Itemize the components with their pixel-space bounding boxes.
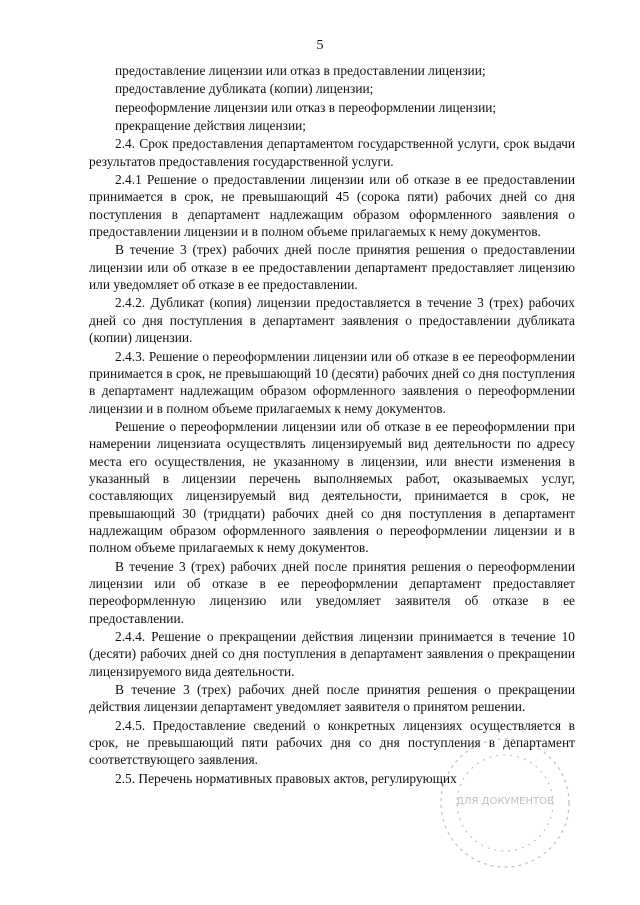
paragraph: 2.4.4. Решение о прекращении действия лицензии принимается в течение 10 (десяти) рабочих дней со дня поступления в департамент заявления о прекращении лицензируемого вида деятельности.: [89, 629, 575, 679]
document-body: [89, 62, 575, 787]
paragraph: Решение о переоформлении лицензии или об отказе в ее переоформлении при намерении лицензиата осуществлять лицензируемый вид деятельности по адресу места его осуществления, не указанному в лицензии, или внести изменения в указанный в лицензии перечень выполняемых работ, оказываемых услуг, составляющих лицензируемый вид деятельности, принимается в срок, не превышающий 30 (тридцати) рабочих дней со дня поступления в департамент надлежащим образом оформленного заявления о переоформлении лицензии и в полном объеме прилагаемых к нему документов.: [89, 418, 575, 556]
paragraph: переоформление лицензии или отказ в переоформлении лицензии;: [115, 99, 497, 115]
paragraph: В течение 3 (трех) рабочих дней после принятия решения о предоставлении лицензии или об отказе в ее предоставлении департамент предоставляет лицензию или уведомляет об отказе в ее предоставлении.: [89, 242, 575, 293]
stamp-text: ДЛЯ ДОКУМЕНТОВ: [456, 796, 554, 807]
paragraph: 2.5. Перечень нормативных правовых актов, регулирующих: [115, 770, 457, 786]
paragraph: В течение 3 (трех) рабочих дней после принятия решения о переоформлении лицензии или об отказе в ее переоформлении департамент предоставляет переоформленную лицензию или уведомляет заявителя об отказе в ее предоставлении.: [89, 558, 575, 626]
page-number: 5: [316, 38, 324, 53]
paragraph: предоставление лицензии или отказ в предоставлении лицензии;: [115, 63, 486, 78]
paragraph: В течение 3 (трех) рабочих дней после принятия решения о прекращении действия лицензии департамент уведомляет заявителя о принятом решении.: [89, 682, 575, 715]
paragraph: 2.4.2. Дубликат (копия) лицензии предоставляется в течение 3 (трех) рабочих дней со дня поступления в департамент заявления о предоставлении дубликата (копии) лицензии.: [89, 295, 575, 346]
paragraph: 2.4.1 Решение о предоставлении лицензии или об отказе в ее предоставлении принимается в срок, не превышающий 45 (сорока пяти) рабочих дней со дня поступления в департамент надлежащим образом оформленного заявления о предоставлении лицензии и в полном объеме прилагаемых к нему документов.: [89, 172, 575, 240]
paragraph: предоставление дубликата (копии) лицензии;: [115, 81, 374, 97]
paragraph: 2.4.5. Предоставление сведений о конкретных лицензиях осуществляется в срок, не превышающий пяти рабочих дня со дня поступления в департамент соответствующего заявления.: [89, 717, 575, 768]
paragraph: прекращение действия лицензии;: [115, 118, 307, 134]
paragraph: 2.4. Срок предоставления департаментом государственной услуги, срок выдачи результатов предоставления государственной услуги.: [89, 136, 575, 169]
paragraph: 2.4.3. Решение о переоформлении лицензии или об отказе в ее переоформлении принимается в срок, не превышающий 10 (десяти) рабочих дней со дня поступления в департамент надлежащим образом оформленного заявления о переоформлении лицензии и в полном объеме прилагаемых к нему документов.: [89, 348, 575, 416]
